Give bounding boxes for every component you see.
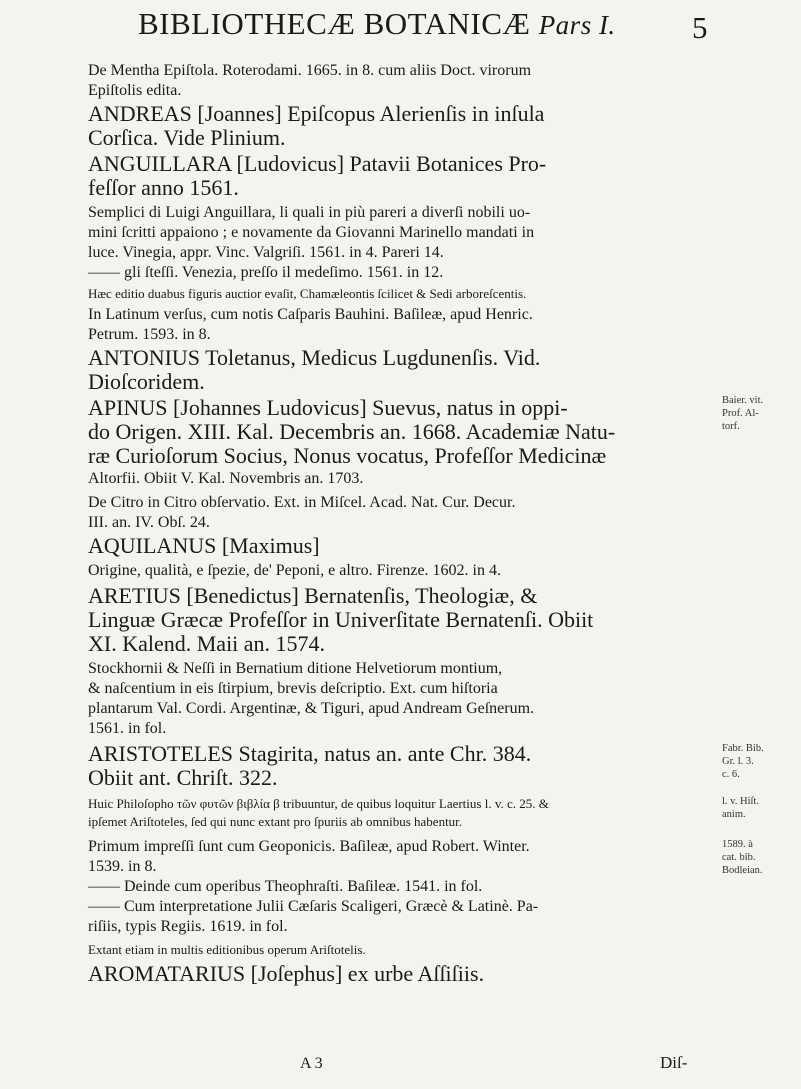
text-line: Altorfii. Obiit V. Kal. Novembris an. 1703.: [88, 470, 364, 487]
text-line: 1539. in 8.: [88, 858, 157, 875]
margin-note-line: Fabr. Bib.: [722, 743, 764, 754]
margin-note-line: Gr. l. 3.: [722, 756, 754, 767]
text-line: —— Cum interpretatione Julii Cæſaris Scaligeri, Græcè & Latinè. Pa-: [88, 898, 539, 915]
margin-note-line: Baier. vit.: [722, 395, 764, 406]
text-line: 1561. in fol.: [88, 720, 167, 737]
signature-mark: A 3: [300, 1055, 323, 1072]
text-line: Semplici di Luigi Anguillara, li quali in più pareri a diverſi nobili uo-: [88, 204, 531, 221]
running-title: BIBLIOTHECÆ BOTANICÆ: [138, 6, 531, 41]
page-number: 5: [692, 10, 708, 45]
text-line: XI. Kalend. Maii an. 1574.: [88, 631, 326, 656]
margin-note-line: 1589. à: [722, 839, 753, 850]
margin-note-line: l. v. Hiſt.: [722, 796, 759, 807]
text-line: —— gli ſteſſi. Venezia, preſſo il medeſimo. 1561. in 12.: [88, 264, 444, 281]
text-line: Hæc editio duabus figuris auctior evaſit, Chamæleontis ſcilicet & Sedi arboreſcentis.: [88, 286, 527, 301]
entry-heading-aretius: ARETIUS [Benedictus] Bernatenſis, Theologiæ, &: [88, 583, 538, 608]
text-line: Corſica. Vide Plinium.: [88, 125, 286, 150]
text-line: Primum impreſſi ſunt cum Geoponicis. Baſileæ, apud Robert. Winter.: [88, 838, 530, 855]
text-line: do Origen. XIII. Kal. Decembris an. 1668. Academiæ Natu-: [88, 419, 616, 444]
margin-note-apinus: [722, 394, 794, 433]
text-line: Extant etiam in multis editionibus operum Ariſtotelis.: [88, 942, 366, 957]
entry-heading-andreas: ANDREAS [Joannes] Epiſcopus Alerienſis in inſula: [88, 101, 545, 126]
text-line: Stockhornii & Neſſi in Bernatium ditione Helvetiorum montium,: [88, 660, 503, 677]
entry-heading-aromatarius: AROMATARIUS [Joſephus] ex urbe Aſſiſiis.: [88, 961, 485, 986]
margin-note-line: anim.: [722, 809, 746, 820]
margin-note-line: Bodleian.: [722, 865, 763, 876]
text-line: De Mentha Epiſtola. Roterodami. 1665. in 8. cum aliis Doct. virorum: [88, 62, 532, 79]
text-line: Dioſcoridem.: [88, 369, 205, 394]
margin-note-line: c. 6.: [722, 769, 740, 780]
catchword: Diſ-: [660, 1053, 688, 1072]
margin-note-line: cat. bib.: [722, 852, 756, 863]
text-line: plantarum Val. Cordi. Argentinæ, & Tiguri, apud Andream Geſnerum.: [88, 700, 535, 717]
entry-heading-anguillara: ANGUILLARA [Ludovicus] Patavii Botanices Pro-: [88, 151, 547, 176]
text-line: III. an. IV. Obſ. 24.: [88, 514, 210, 531]
text-line: ipſemet Ariſtoteles, ſed qui nunc extant pro ſpuriis ab omnibus habentur.: [88, 814, 463, 829]
margin-note-line: torf.: [722, 421, 740, 432]
text-line: De Citro in Citro obſervatio. Ext. in Miſcel. Acad. Nat. Cur. Decur.: [88, 494, 516, 511]
running-head: [138, 6, 616, 42]
running-part: Pars I.: [538, 10, 616, 40]
text-line: Origine, qualità, e ſpezie, de' Peponi, e altro. Firenze. 1602. in 4.: [88, 562, 501, 579]
text-line: & naſcentium in eis ſtirpium, brevis deſcriptio. Ext. cum hiſtoria: [88, 680, 498, 697]
text-line: Huic Philoſopho τῶν φυτῶν βιβλία β tribuuntur, de quibus loquitur Laertius l. v. c. 25. &: [88, 796, 549, 811]
margin-note-aristoteles-editions: [722, 838, 794, 877]
text-line: feſſor anno 1561.: [88, 175, 239, 200]
text-line: riſiis, typis Regiis. 1619. in fol.: [88, 918, 288, 935]
entry-heading-aquilanus: AQUILANUS [Maximus]: [88, 533, 320, 558]
entry-heading-aristoteles: ARISTOTELES Stagirita, natus an. ante Chr. 384.: [88, 741, 532, 766]
entry-heading-antonius: ANTONIUS Toletanus, Medicus Lugdunenſis. Vid.: [88, 345, 541, 370]
text-line: Linguæ Græcæ Profeſſor in Univerſitate Bernatenſi. Obiit: [88, 607, 594, 632]
margin-note-aristoteles: [722, 742, 794, 821]
text-line: ræ Curioſorum Socius, Nonus vocatus, Profeſſor Medicinæ: [88, 443, 607, 468]
text-line: In Latinum verſus, cum notis Caſparis Bauhini. Baſileæ, apud Henric.: [88, 306, 533, 323]
text-line: mini ſcritti appaiono ; e novamente da Giovanni Marinello mandati in: [88, 224, 535, 241]
margin-note-line: Prof. Al-: [722, 408, 759, 419]
text-line: luce. Vinegia, appr. Vinc. Valgriſi. 1561. in 4. Pareri 14.: [88, 244, 444, 261]
entry-heading-apinus: APINUS [Johannes Ludovicus] Suevus, natus in oppi-: [88, 395, 568, 420]
text-line: Petrum. 1593. in 8.: [88, 326, 211, 343]
text-line: —— Deinde cum operibus Theophraſti. Baſileæ. 1541. in fol.: [88, 878, 483, 895]
text-line: Obiit ant. Chriſt. 322.: [88, 765, 278, 790]
text-line: Epiſtolis edita.: [88, 82, 182, 99]
